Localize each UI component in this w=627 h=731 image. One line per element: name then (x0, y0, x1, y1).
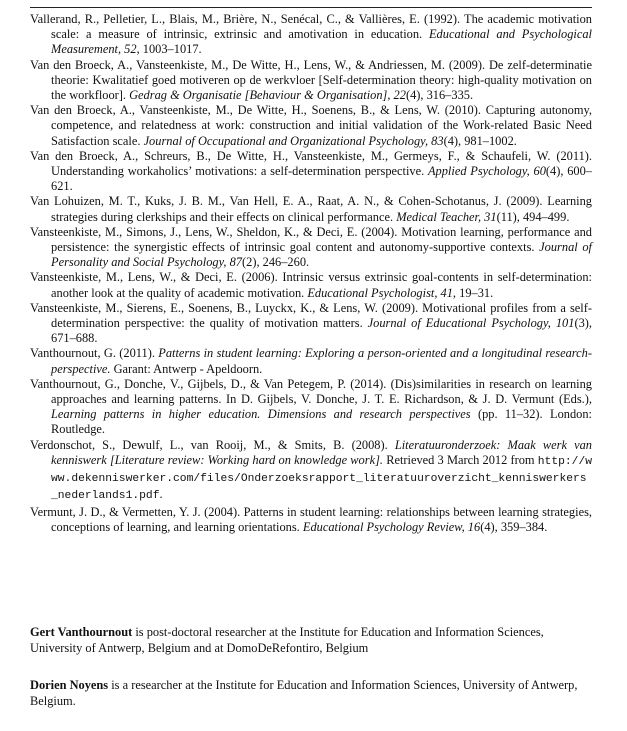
author-bio: Gert Vanthournout is post-doctoral researcher at the Institute for Education and Information Sciences, University of Antwerp, Belgium and at DomoDeRefontiro, Belgium (30, 625, 544, 655)
reference-item: Vanthournout, G., Donche, V., Gijbels, D., & Van Petegem, P. (2014). (Dis)similarities in research on learning approaches and learning patterns. In D. Gijbels, V. Donche, J. T. E. Richardson, & J. D. Vermunt (Eds.), Learning patterns in higher education. Dimensions and research perspectives (pp. 11–32). London: Routledge. (30, 376, 592, 437)
reference-item: Van den Broeck, A., Schreurs, B., De Witte, H., Vansteenkiste, M., Germeys, F., & Schaufeli, W. (2011). Understanding workaholics’ motivations: a self-determination perspective. Applied Psychology, 60(4), 600–621. (30, 148, 592, 194)
reference-item: Vansteenkiste, M., Simons, J., Lens, W., Sheldon, K., & Deci, E. (2004). Motivation learning, performance and persistence: the synergistic effects of intrinsic goal content and autonomy-supportive contexts. Journal of Personality and Social Psychology, 87(2), 246–260. (30, 224, 593, 270)
top-rule (30, 7, 592, 8)
reference-list (30, 12, 592, 535)
reference-item: Vansteenkiste, M., Sierens, E., Soenens, B., Luyckx, K., & Lens, W. (2009). Motivational profiles from a self-determination perspective: the quality of motivation matters. Journal of Educational Psychology, 101(3), 671–688. (30, 300, 592, 346)
author-name: Dorien Noyens (30, 678, 109, 692)
reference-item: Van Lohuizen, M. T., Kuks, J. B. M., Van Hell, E. A., Raat, A. N., & Cohen-Schotanus, J. (2009). Learning strategies during clerkships and their effects on clinical performance. Medical Teacher, 31(11), 494–499. (30, 194, 592, 224)
reference-item: Vanthournout, G. (2011). Patterns in student learning: Exploring a person-oriented and a longitudinal research-perspective. Garant: Antwerp - Apeldoorn. (30, 346, 592, 376)
reference-item: Vermunt, J. D., & Vermetten, Y. J. (2004). Patterns in student learning: relationships between learning strategies, conceptions of learning, and learning orientations. Educational Psychology Review, 16(4), 359–384. (30, 504, 592, 534)
reference-item: Verdonschot, S., Dewulf, L., van Rooij, M., & Smits, B. (2008). Literatuuronderzoek: Maak werk van kenniswerk [Literature review: Working hard on knowledge work]. Retrieved 3 March 2012 from http://www.dekenniswerker.com/files/Onderzoeksrapport_literatuuroverzicht_kenniswerkers_nederlands1.pdf. (30, 437, 592, 503)
reference-item: Van den Broeck, A., Vansteenkiste, M., De Witte, H., Lens, W., & Andriessen, M. (2009). De zelf-determinatie theorie: Kwalitatief goed motiveren op de werkvloer [Self-determination theory: high-quality motivation on the workfloor]. Gedrag & Organisatie [Behaviour & Organisation], 22(4), 316–335. (30, 57, 592, 103)
reference-item: Vallerand, R., Pelletier, L., Blais, M., Brière, N., Senécal, C., & Vallières, E. (1992). The academic motivation scale: a measure of intrinsic, extrinsic and amotivation in education. Educational and Psychological Measurement, 52, 1003–1017. (30, 12, 592, 57)
author-name: Gert Vanthournout (30, 625, 133, 639)
author-bio: Dorien Noyens is a researcher at the Institute for Education and Information Sciences, University of Antwerp, Belgium. (30, 678, 578, 708)
reference-item: Van den Broeck, A., Vansteenkiste, M., De Witte, H., Soenens, B., & Lens, W. (2010). Capturing autonomy, competence, and relatedness at work: construction and initial validation of the Work-related Basic Need Satisfaction scale. Journal of Occupational and Organizational Psychology, 83(4), 981–1002. (30, 103, 592, 148)
reference-url-link[interactable]: http://www.dekenniswerker.com/files/Onderzoeksrapport_literatuuroverzicht_kenniswerkers_nederlands1.pdf (51, 455, 592, 503)
reference-item: Vansteenkiste, M., Lens, W., & Deci, E. (2006). Intrinsic versus extrinsic goal-contents in self-determination: another look at the quality of academic motivation. Educational Psychologist, 41, 19–31. (30, 270, 592, 300)
